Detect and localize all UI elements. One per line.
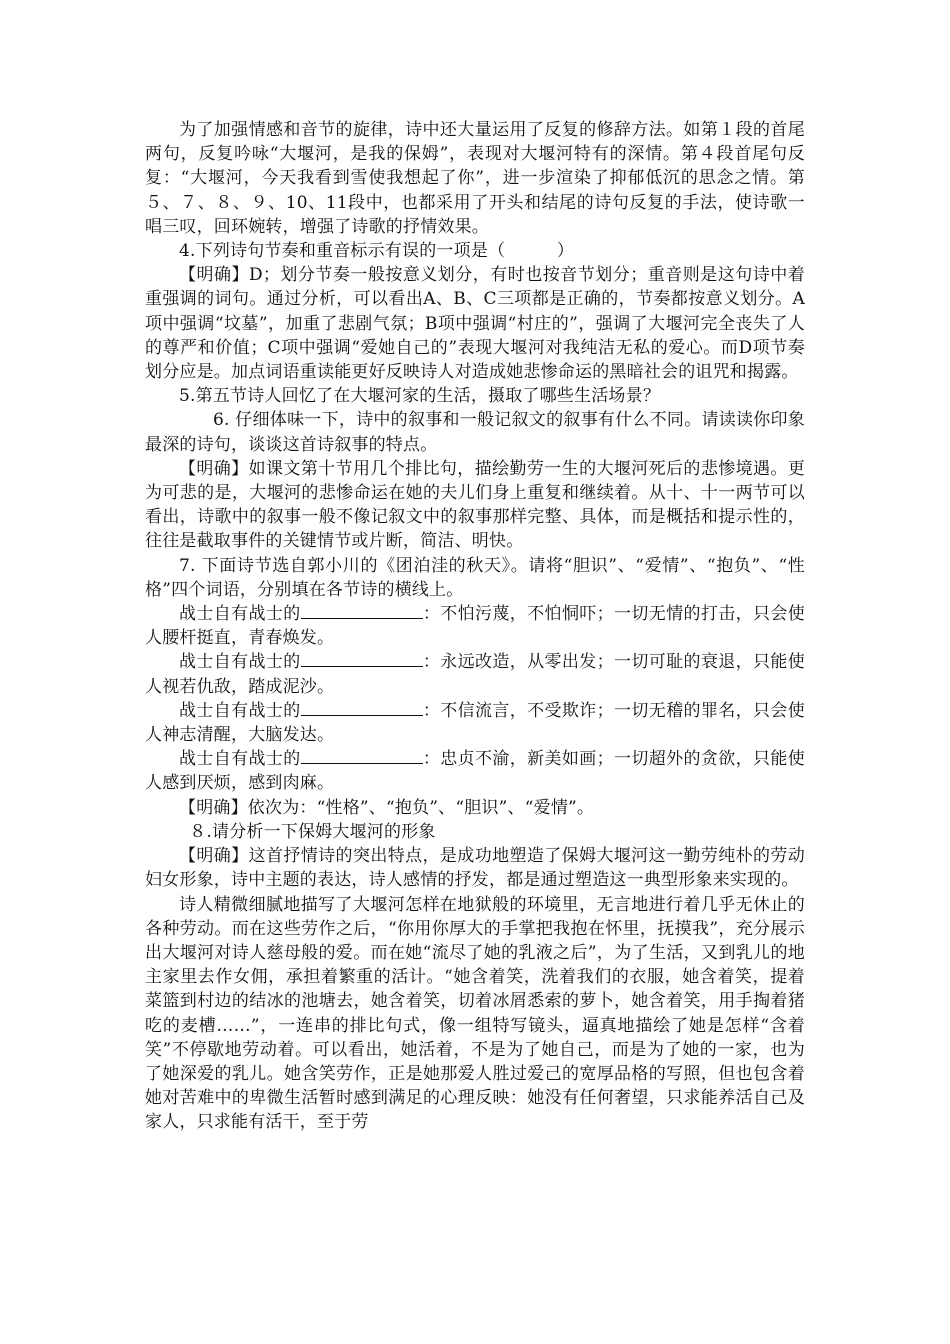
poem-stanza-prefix: 战士自有战士的	[179, 700, 301, 721]
poem-stanza-text: ：不怕污蔑，不怕恫吓；一切无情的打击，只会使人腰杆挺直，青春焕发。	[145, 604, 805, 649]
paragraph-repetition-analysis: 为了加强情感和音节的旋律，诗中还大量运用了反复的修辞方法。如第１段的首尾两句，反复吟咏“大堰河，是我的保姆”，表现对大堰河特有的深情。第４段首尾句反复：“大堰河，今天我看到雪使我想起了你”，进一步渲染了抑郁低沉的思念之情。第５、７、８、９、10、11段中，也都采用了开头和结尾的诗句反复的手法，使诗歌一唱三叹，回环婉转，增强了诗歌的抒情效果。	[145, 120, 805, 237]
poem-stanza-4	[145, 747, 805, 795]
fill-blank	[301, 747, 423, 764]
poem-stanza-prefix: 战士自有战士的	[179, 749, 301, 770]
question-8: ８.请分析一下保姆大堰河的形象	[189, 821, 436, 842]
poem-stanza-prefix: 战士自有战士的	[179, 652, 301, 673]
answer-8: 【明确】这首抒情诗的突出特点，是成功地塑造了保姆大堰河这一勤劳纯朴的劳动妇女形象，诗中主题的表达，诗人感情的抒发，都是通过塑造这一典型形象来实现的。	[145, 846, 805, 891]
answer-7: 【明确】依次为：“性格”、“抱负”、“胆识”、“爱情”。	[179, 797, 595, 818]
fill-blank	[301, 699, 423, 716]
fill-blank	[301, 602, 423, 619]
question-7: 7. 下面诗节选自郭小川的《团泊洼的秋天》。请将“胆识”、“爱情”、“抱负”、“性格”四个词语，分别填在各节诗的横线上。	[145, 555, 805, 600]
poem-stanza-text: ：不信流言，不受欺诈；一切无稽的罪名，只会使人神志清醒，大脑发达。	[145, 700, 805, 746]
question-5: 5.第五节诗人回忆了在大堰河家的生活，摄取了哪些生活场景？	[179, 386, 661, 407]
document-page	[145, 118, 805, 1135]
poem-stanza-text: ：忠贞不渝，新美如画；一切超外的贪欲，只能使人感到厌烦，感到肉麻。	[145, 749, 805, 794]
poem-stanza-prefix: 战士自有战士的	[179, 604, 301, 625]
poem-stanza-1	[145, 602, 805, 650]
answer-6: 【明确】如课文第十节用几个排比句，描绘勤劳一生的大堰河死后的悲惨境遇。更为可悲的是，大堰河的悲惨命运在她的夫儿们身上重复和继续着。从十、十一两节可以看出，诗歌中的叙事一般不像记叙文中的叙事那样完整、具体，而是概括和提示性的，往往是截取事件的关键情节或片断，简洁、明快。	[145, 458, 805, 552]
fill-blank	[301, 650, 423, 667]
poem-stanza-3	[145, 699, 805, 747]
answer-4: 【明确】D；划分节奏一般按意义划分，有时也按音节划分；重音则是这句诗中着重强调的词句。通过分析，可以看出A、B、C三项都是正确的，节奏都按意义划分。A项中强调“坟墓”，加重了悲剧气氛；B项中强调“村庄的”，强调了大堰河完全丧失了人的尊严和价值；C项中强调“爱她自己的”表现大堰河对我纯洁无私的爱心。而D项节奏划分应是。加点词语重读能更好反映诗人对造成她悲惨命运的黑暗社会的诅咒和揭露。	[145, 265, 805, 383]
poem-stanza-text: ：永远改造，从零出发；一切可耻的衰退，只能使人视若仇敌，踏成泥沙。	[145, 652, 805, 697]
poem-stanza-2	[145, 650, 805, 698]
question-4: 4.下列诗句节奏和重音标示有误的一项是（ ）	[179, 241, 575, 262]
paragraph-character-analysis: 诗人精微细腻地描写了大堰河怎样在地狱般的环境里，无言地进行着几乎无休止的各种劳动。而在这些劳作之后，“你用你厚大的手掌把我抱在怀里，抚摸我”，充分展示出大堰河对诗人慈母般的爱。而在她“流尽了她的乳液之后”，为了生活，又到乳儿的地主家里去作女佣，承担着繁重的活计。“她含着笑，洗着我们的衣服，她含着笑，提着菜篮到村边的结冰的池塘去，她含着笑，切着冰屑悉索的萝卜，她含着笑，用手掏着猪吃的麦槽……”，一连串的排比句式，像一组特写镜头，逼真地描绘了她是怎样“含着笑”不停歇地劳动着。可以看出，她活着，不是为了她自己，而是为了她的一家，也为了她深爱的乳儿。她含笑劳作，正是她那爱人胜过爱己的宽厚品格的写照，但也包含着她对苦难中的卑微生活暂时感到满足的心理反映：她没有任何奢望，只求能养活自己及家人，只求能有活干，至于劳	[145, 894, 805, 1133]
question-6: 6. 仔细体味一下，诗中的叙事和一般记叙文的叙事有什么不同。请读读你印象最深的诗句，谈谈这首诗叙事的特点。	[145, 410, 805, 455]
